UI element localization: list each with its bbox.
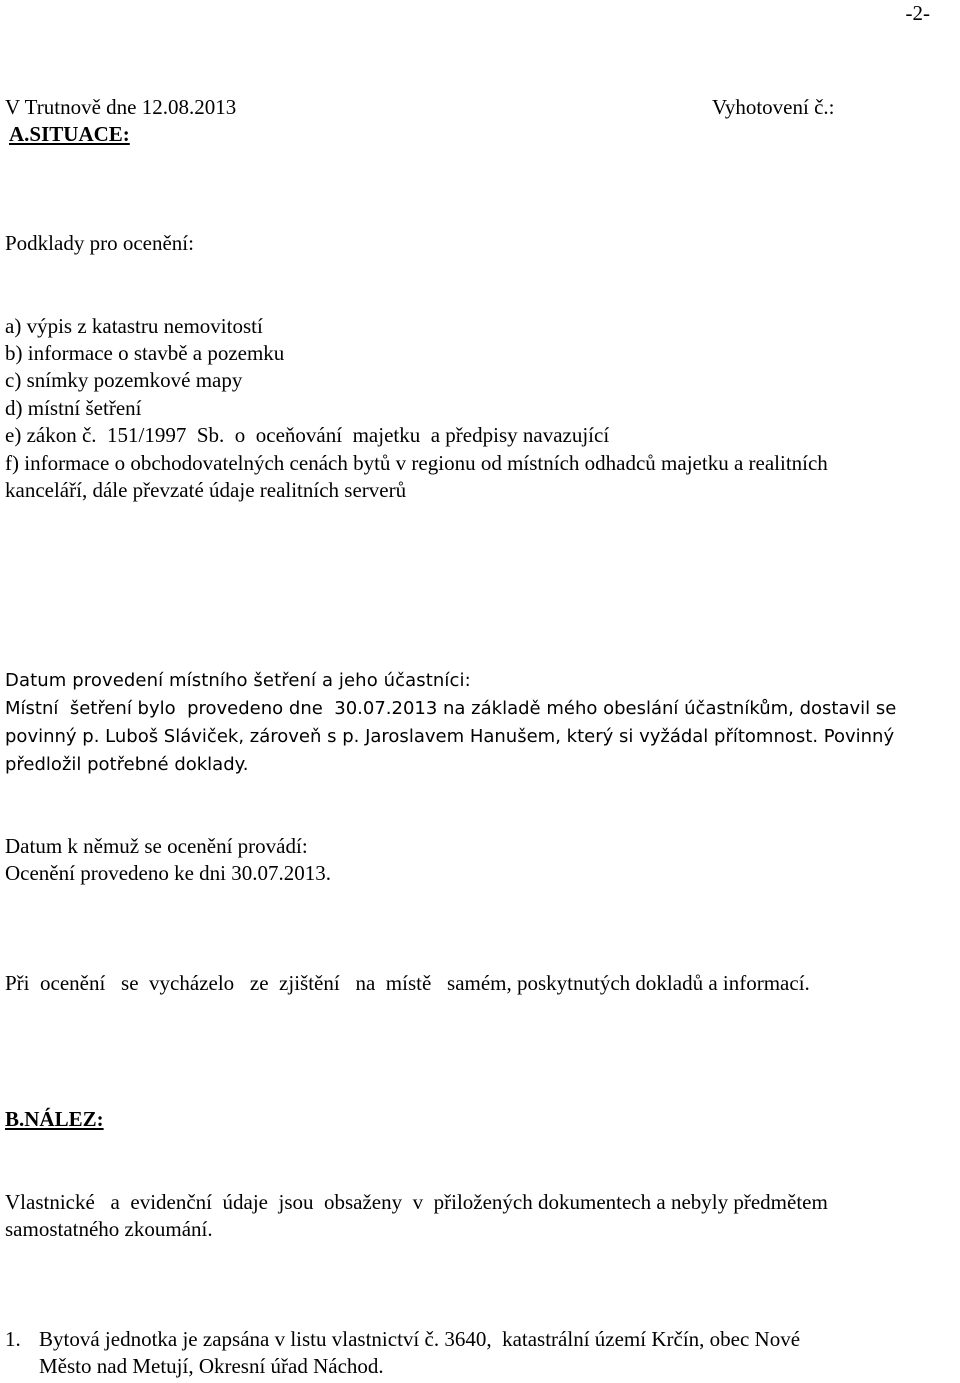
- valuation-date-text: Ocenění provedeno ke dni 30.07.2013.: [5, 861, 332, 885]
- basis-item-f: f) informace o obchodovatelných cenách bytů v regionu od místních odhadců majetku a realitních: [5, 451, 828, 475]
- basis-item-c: c) snímky pozemkové mapy: [5, 368, 243, 392]
- valuation-date-title: Datum k němuž se ocenění provádí:: [5, 834, 308, 858]
- inspection-title: Datum provedení místního šetření a jeho účastníci:: [5, 670, 471, 691]
- section-b-heading: B.NÁLEZ:: [5, 1107, 104, 1131]
- basis-item-e: e) zákon č. 151/1997 Sb. o oceňování majetku a předpisy navazující: [5, 423, 610, 447]
- section-a-heading: A.SITUACE:: [9, 122, 130, 146]
- basis-title: Podklady pro ocenění:: [5, 231, 194, 255]
- item-1-number: 1.: [5, 1327, 21, 1351]
- basis-item-d: d) místní šetření: [5, 396, 142, 420]
- basis-item-b: b) informace o stavbě a pozemku: [5, 341, 285, 365]
- item-1-line-2: Město nad Metují, Okresní úřad Náchod.: [39, 1354, 384, 1378]
- inspection-line-2: povinný p. Luboš Sláviček, zároveň s p. Jaroslavem Hanušem, který si vyžádal přítomnost. Povinný: [5, 726, 895, 747]
- inspection-line-1: Místní šetření bylo provedeno dne 30.07.2013 na základě mého obeslání účastníkům, dostavil se: [5, 698, 897, 719]
- inspection-line-3: předložil potřebné doklady.: [5, 754, 249, 775]
- basis-statement: Při ocenění se vycházelo ze zjištění na místě samém, poskytnutých dokladů a informací.: [5, 971, 810, 995]
- owner-line-2: samostatného zkoumání.: [5, 1217, 213, 1241]
- item-1-line-1: Bytová jednotka je zapsána v listu vlastnictví č. 3640, katastrální území Krčín, obec Nové: [39, 1327, 801, 1351]
- place-date: V Trutnově dne 12.08.2013: [5, 95, 237, 119]
- basis-item-a: a) výpis z katastru nemovitostí: [5, 314, 263, 338]
- owner-line-1: Vlastnické a evidenční údaje jsou obsaženy v přiložených dokumentech a nebyly předmětem: [5, 1190, 828, 1214]
- page-number: -2-: [905, 1, 930, 25]
- copy-label: Vyhotovení č.:: [712, 95, 835, 119]
- basis-item-f-cont: kanceláří, dále převzaté údaje realitních serverů: [5, 478, 407, 502]
